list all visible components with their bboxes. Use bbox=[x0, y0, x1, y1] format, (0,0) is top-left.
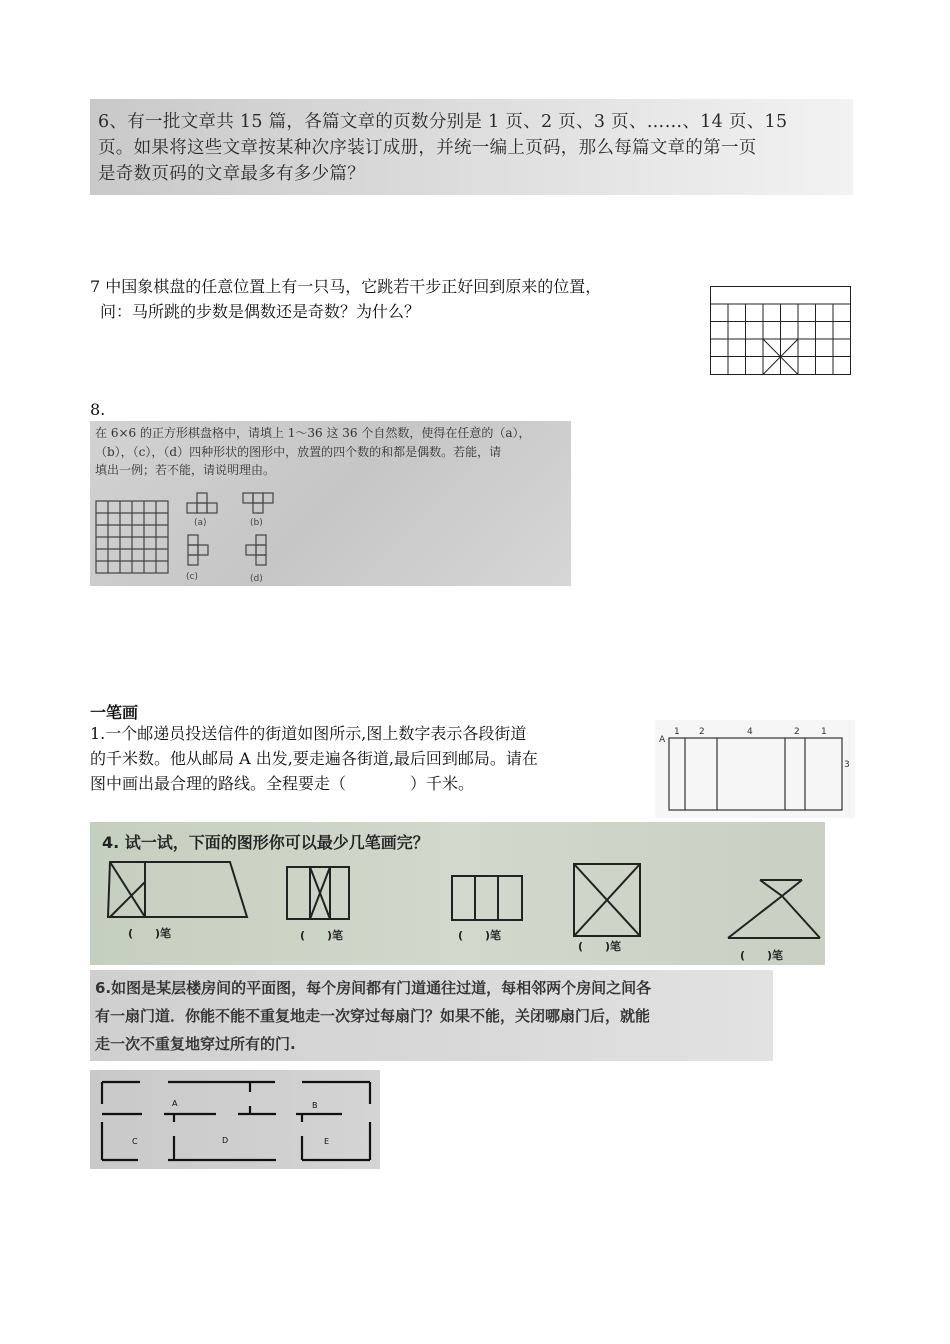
shape-c bbox=[188, 535, 208, 565]
shape-a bbox=[187, 493, 217, 513]
chess-board-diagram bbox=[710, 286, 852, 376]
question-8-figures bbox=[90, 421, 571, 586]
question-7-text bbox=[90, 274, 700, 324]
figure-hourglass bbox=[728, 880, 820, 938]
street-length-4: 4 bbox=[747, 727, 753, 737]
question-1-line-2: 的千米数。他从邮局 A 出发,要走遍各街道,最后回到邮局。请在 bbox=[90, 749, 538, 768]
question-6-photo bbox=[90, 99, 853, 195]
question-6-line-1: 6、有一批文章共 15 篇，各篇文章的页数分别是 1 页、2 页、3 页、……、14 页、15 bbox=[98, 112, 788, 132]
shape-d bbox=[246, 535, 266, 565]
question-6b-photo bbox=[90, 970, 773, 1061]
figure-three-columns bbox=[452, 876, 522, 920]
room-d-label: D bbox=[222, 1136, 229, 1145]
question-6b-line-3: 走一次不重复地穿过所有的门. bbox=[95, 1035, 296, 1053]
question-1-line-3: 图中画出最合理的路线。全程要走（ ）千米。 bbox=[90, 774, 475, 793]
answer-blank-4: ( )笔 bbox=[578, 940, 622, 953]
six-by-six-grid bbox=[96, 501, 168, 573]
question-6-line-3: 是奇数页码的文章最多有多少篇？ bbox=[98, 164, 365, 184]
answer-blank-2: ( )笔 bbox=[300, 929, 344, 942]
floor-plan-photo bbox=[90, 1070, 380, 1169]
shape-d-label: (d) bbox=[250, 574, 263, 584]
answer-blank-1: ( )笔 bbox=[128, 927, 172, 940]
question-1-line-1: 1.一个邮递员投送信件的街道如图所示,图上数字表示各段街道 bbox=[90, 724, 527, 743]
question-4-photo bbox=[90, 822, 825, 965]
question-8-line-1: 在 6×6 的正方形棋盘格中，请填上 1～36 这 36 个自然数，使得在任意的（a）， bbox=[95, 426, 531, 440]
room-a-label: A bbox=[172, 1099, 178, 1108]
figure-rect-cross bbox=[287, 867, 349, 919]
question-6-text bbox=[98, 109, 848, 187]
shape-c-label: (c) bbox=[186, 572, 198, 582]
question-8-line-2: （b），（c），（d）四种形状的图形中，放置的四个数的和都是偶数。若能，请 bbox=[95, 444, 502, 459]
shape-b-label: (b) bbox=[250, 518, 263, 528]
question-8-photo bbox=[90, 421, 571, 586]
answer-blank-3: ( )笔 bbox=[458, 929, 502, 942]
answer-blank-5: ( )笔 bbox=[740, 949, 784, 962]
floor-plan-diagram bbox=[90, 1070, 380, 1169]
figure-square-diagonals bbox=[574, 864, 640, 936]
post-office-label: A bbox=[659, 735, 666, 745]
street-length-2: 2 bbox=[699, 727, 705, 737]
street-length-1b: 1 bbox=[821, 727, 827, 737]
question-8-number: 8. bbox=[90, 400, 106, 419]
question-6-line-2: 页。如果将这些文章按某种次序装订成册，并统一编上页码，那么每篇文章的第一页 bbox=[98, 138, 757, 158]
street-length-1: 1 bbox=[674, 727, 680, 737]
question-6b-text bbox=[95, 974, 770, 1058]
question-7-line-1: 7 中国象棋盘的任意位置上有一只马，它跳若干步正好回到原来的位置， bbox=[90, 277, 602, 296]
question-8-line-3: 填出一例；若不能，请说明理由。 bbox=[95, 463, 276, 477]
question-4-title: 4. 试一试，下面的图形你可以最少几笔画完？ bbox=[102, 833, 429, 852]
question-1-text bbox=[90, 721, 650, 796]
question-6b-line-2: 有一扇门道．你能不能不重复地走一次穿过每扇门？如果不能，关闭哪扇门后，就能 bbox=[95, 1007, 651, 1025]
street-length-3: 3 bbox=[844, 760, 850, 770]
room-c-label: C bbox=[132, 1137, 138, 1146]
street-length-2b: 2 bbox=[794, 727, 800, 737]
street-map-diagram bbox=[655, 720, 855, 818]
room-e-label: E bbox=[324, 1137, 330, 1146]
question-4-figures bbox=[90, 822, 825, 965]
shape-a-label: (a) bbox=[194, 518, 207, 528]
question-7-line-2: 问：马所跳的步数是偶数还是奇数？为什么？ bbox=[100, 302, 421, 321]
room-b-label: B bbox=[312, 1101, 318, 1110]
shape-b bbox=[243, 493, 273, 513]
figure-trapezoid bbox=[108, 862, 247, 917]
question-6b-line-1: 6.如图是某层楼房间的平面图，每个房间都有门道通往过道，每相邻两个房间之间各 bbox=[95, 979, 652, 997]
section-title: 一笔画 bbox=[90, 703, 139, 722]
